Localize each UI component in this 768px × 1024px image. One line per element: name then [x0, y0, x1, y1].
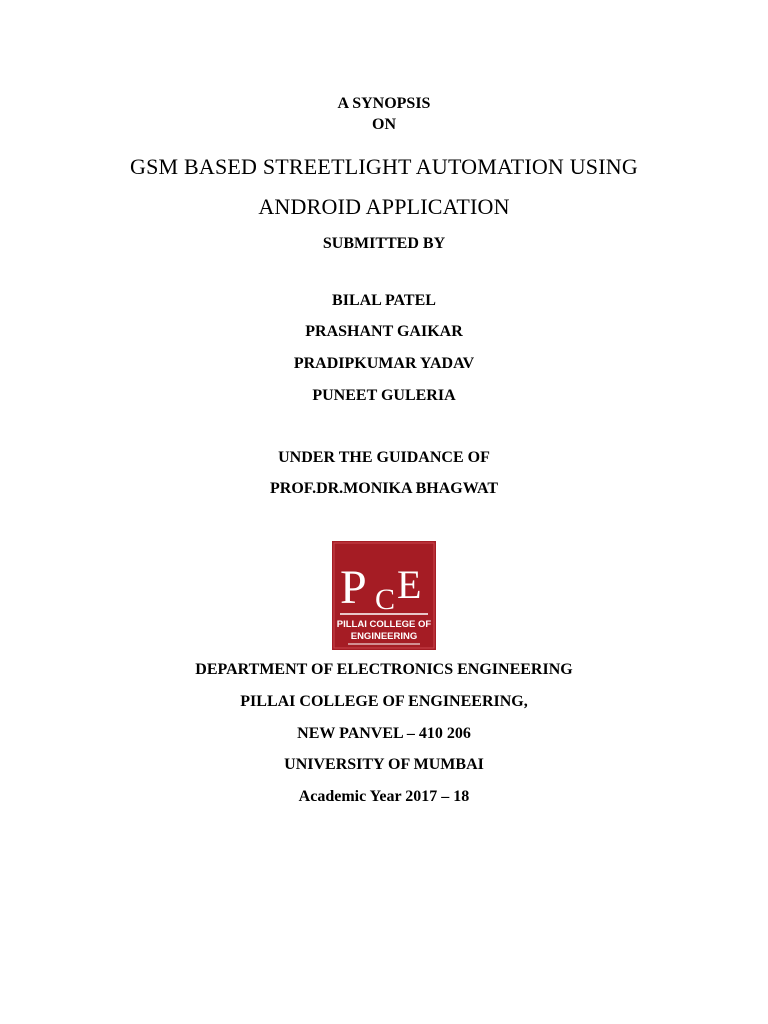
college-logo — [332, 541, 436, 650]
guide-name: PROF.DR.MONIKA BHAGWAT — [269, 480, 498, 497]
college-location: NEW PANVEL – 410 206 — [297, 725, 471, 742]
synopsis-label: A SYNOPSIS — [337, 95, 431, 112]
guidance-label: UNDER THE GUIDANCE OF — [278, 449, 490, 466]
svg-text:ENGINEERING: ENGINEERING — [350, 631, 418, 642]
project-title-line-2: ANDROID APPLICATION — [258, 194, 510, 219]
university-name: UNIVERSITY OF MUMBAI — [284, 756, 484, 773]
author-name: PRASHANT GAIKAR — [305, 323, 463, 340]
svg-text:E: E — [397, 562, 422, 607]
author-name: PRADIPKUMAR YADAV — [293, 355, 475, 372]
svg-text:P: P — [340, 561, 367, 614]
author-name: BILAL PATEL — [332, 292, 436, 309]
submitted-by-label: SUBMITTED BY — [322, 235, 446, 252]
project-title-line-1: GSM BASED STREETLIGHT AUTOMATION USING — [130, 154, 638, 179]
svg-text:PILLAI COLLEGE OF: PILLAI COLLEGE OF — [336, 619, 432, 630]
college-name: PILLAI COLLEGE OF ENGINEERING, — [240, 693, 528, 710]
svg-text:C: C — [375, 583, 396, 616]
department-name: DEPARTMENT OF ELECTRONICS ENGINEERING — [195, 661, 573, 678]
academic-year: Academic Year 2017 – 18 — [298, 788, 470, 805]
author-name: PUNEET GULERIA — [312, 387, 456, 404]
on-label: ON — [372, 116, 396, 133]
